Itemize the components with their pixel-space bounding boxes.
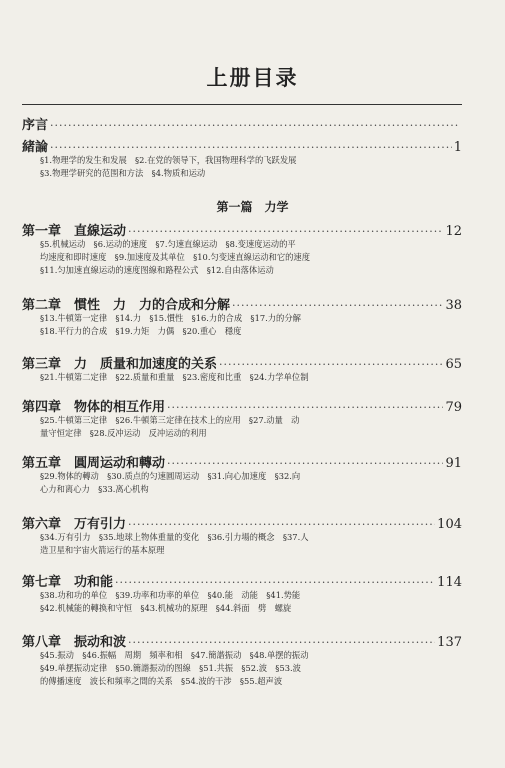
dot-leader [219,358,443,371]
page-number: 1 [453,140,462,155]
chapter-heading: 緒論 [22,140,49,155]
chapter-heading: 第五章 圓周运动和轉动 [22,456,166,471]
section-list-line: 的傳播速度 波长和頻率之間的关系 §54.波的干涉 §55.超声波 [40,676,283,686]
toc-entry-line [22,220,462,238]
toc-entry-line [22,396,462,414]
page-number: 38 [445,298,462,313]
section-list-line: 量守恒定律 §28.反冲运动 反冲运动的利用 [40,428,207,438]
page-title: 上册目录 [206,65,299,90]
toc-entry-line [22,513,462,531]
page-number: 91 [445,456,462,471]
chapter-heading: 第六章 万有引力 [22,517,127,532]
section-list-line: §1.物理学的发生和发展 §2.在党的领导下，我国物理科学的飞跃发展 [40,155,297,165]
dot-leader [232,299,443,312]
chapter-heading: 序言 [22,118,49,133]
toc-entry[interactable] [22,513,462,557]
dot-leader [128,518,435,531]
toc-entry-line [22,294,462,312]
section-list-line: §45.振动 §46.振幅 周期 頻率和相 §47.簡諧振动 §48.单摆的振动 [40,650,309,660]
page-number: 79 [445,400,462,415]
section-list-line: §21.牛頓第二定律 §22.质量和重量 §23.密度和比重 §24.力学单位制 [40,372,309,382]
toc-entry-line [22,114,462,132]
dot-leader [50,119,460,132]
section-list-line: §18.平行力的合成 §19.力矩 力偶 §20.重心 穩度 [40,326,242,336]
toc-entry[interactable] [22,136,462,180]
page-number: 114 [437,575,462,590]
section-list-line: 心力和离心力 §33.离心机构 [40,484,149,494]
section-list-line: §34.万有引力 §35.地球上物体重量的变化 §36.引力場的概念 §37.人 [40,532,309,542]
toc-entry[interactable] [22,631,462,688]
toc-entry-line [22,631,462,649]
chapter-heading: 第二章 慣性 力 力的合成和分解 [22,298,231,313]
title-rule [22,104,462,105]
toc-entry-line [22,571,462,589]
dot-leader [50,141,452,154]
section-list-line: §11.匀加速直線运动的速度图線和路程公式 §12.自由落体运动 [40,265,274,275]
page-number: 104 [437,517,462,532]
dot-leader [128,636,435,649]
chapter-heading: 第七章 功和能 [22,575,114,590]
toc-entry[interactable] [22,114,462,132]
toc-entry-line [22,136,462,154]
dot-leader [115,576,435,589]
section-list-line: 造卫星和宇宙火箭运行的基本原理 [40,545,165,555]
page-number: 65 [445,357,462,372]
dot-leader [167,401,443,414]
toc-entry-line [22,452,462,470]
toc-entry-line [22,353,462,371]
toc-entry[interactable] [22,571,462,615]
toc-entry[interactable] [22,396,462,440]
section-list-line: §42.机械能的轉换和守恒 §43.机械功的原理 §44.斜面 劈 螺旋 [40,603,292,613]
chapter-heading: 第四章 物体的相互作用 [22,400,166,415]
chapter-heading: 第一章 直線运动 [22,224,127,239]
section-list-line: §5.机械运动 §6.运动的速度 §7.匀速直線运动 §8.变速度运动的平 [40,239,296,249]
chapter-heading: 第三章 力 质量和加速度的关系 [22,357,218,372]
toc-entry[interactable] [22,452,462,496]
page-number: 137 [437,635,462,650]
toc-entry[interactable] [22,294,462,338]
section-list-line: §3.物理学研究的范围和方法 §4.物质和运动 [40,168,206,178]
section-list-line: §49.单摆振动定律 §50.簡諧振动的图線 §51.共振 §52.波 §53.波 [40,663,301,673]
toc-entry[interactable] [22,220,462,277]
section-list-line: §38.功和功的单位 §39.功率和功率的单位 §40.能 动能 §41.势能 [40,590,301,600]
page-number: 12 [445,224,462,239]
part-heading: 第一篇 力学 [216,200,289,214]
section-list-line: §13.牛頓第一定律 §14.力 §15.慣性 §16.力的合成 §17.力的分解 [40,313,301,323]
dot-leader [128,225,443,238]
section-list-line: §25.牛頓第三定律 §26.牛頓第三定律在技术上的应用 §27.动量 动 [40,415,300,425]
dot-leader [167,457,443,470]
chapter-heading: 第八章 振动和波 [22,635,127,650]
section-list-line: 均速度和即时速度 §9.加速度及其单位 §10.匀变速直線运动和它的速度 [40,252,311,262]
section-list-line: §29.物体的轉动 §30.质点的匀速圓周运动 §31.向心加速度 §32.向 [40,471,301,481]
toc-entry[interactable] [22,353,462,384]
